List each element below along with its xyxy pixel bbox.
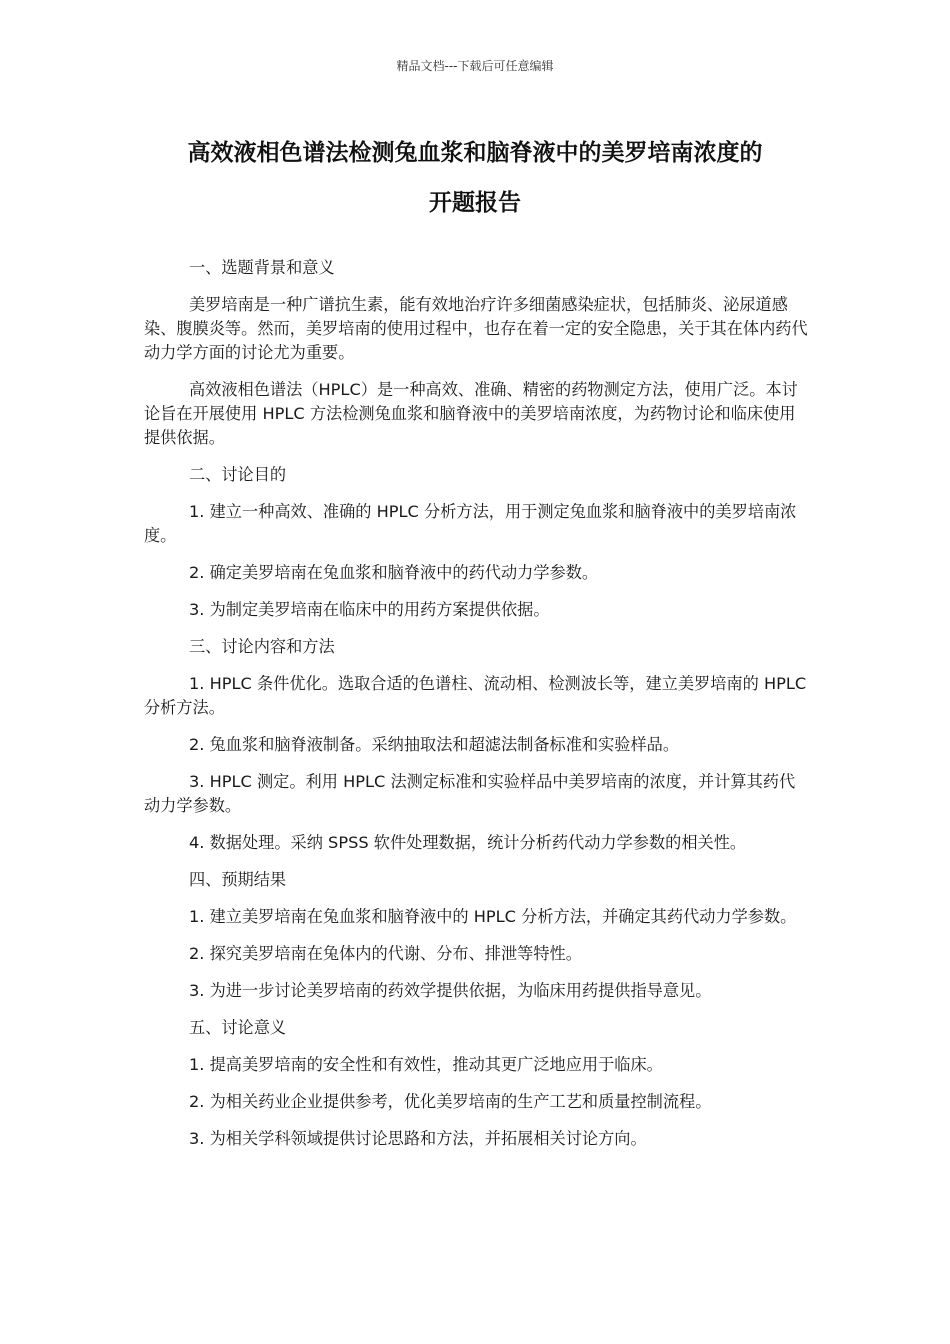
section-heading-objectives: 二、讨论目的 (189, 465, 287, 484)
title-line-1: 高效液相色谱法检测兔血浆和脑脊液中的美罗培南浓度的 (187, 140, 763, 166)
document-title (140, 128, 810, 228)
objective-item: 1. 建立一种高效、准确的 HPLC 分析方法，用于测定兔血浆和脑脊液中的美罗培南浓度。 (144, 502, 797, 545)
section-heading-background: 一、选题背景和意义 (189, 258, 335, 277)
objective-item: 3. 为制定美罗培南在临床中的用药方案提供依据。 (189, 600, 550, 619)
section-heading-significance: 五、讨论意义 (189, 1018, 287, 1037)
significance-item: 3. 为相关学科领域提供讨论思路和方法，并拓展相关讨论方向。 (189, 1129, 647, 1148)
result-item: 2. 探究美罗培南在兔体内的代谢、分布、排泄等特性。 (189, 944, 582, 963)
significance-item: 2. 为相关药业企业提供参考，优化美罗培南的生产工艺和质量控制流程。 (189, 1092, 712, 1111)
significance-item: 1. 提高美罗培南的安全性和有效性，推动其更广泛地应用于临床。 (189, 1055, 663, 1074)
title-line-2: 开题报告 (429, 190, 521, 216)
method-item: 4. 数据处理。采纳 SPSS 软件处理数据，统计分析药代动力学参数的相关性。 (189, 833, 747, 852)
document-body (144, 256, 808, 1164)
method-item: 2. 兔血浆和脑脊液制备。采纳抽取法和超滤法制备标准和实验样品。 (189, 735, 680, 754)
paragraph-background-1: 美罗培南是一种广谱抗生素，能有效地治疗许多细菌感染症状，包括肺炎、泌尿道感染、腹膜炎等。然而，美罗培南的使用过程中，也存在着一定的安全隐患，关于其在体内药代动力学方面的讨论尤为重要。 (144, 295, 808, 362)
result-item: 3. 为进一步讨论美罗培南的药效学提供依据，为临床用药提供指导意见。 (189, 981, 712, 1000)
section-heading-expected-results: 四、预期结果 (189, 870, 287, 889)
section-heading-methods: 三、讨论内容和方法 (189, 637, 335, 656)
header-note: 精品文档---下载后可任意编辑 (396, 59, 554, 73)
method-item: 1. HPLC 条件优化。选取合适的色谱柱、流动相、检测波长等，建立美罗培南的 HPLC 分析方法。 (144, 674, 807, 717)
method-item: 3. HPLC 测定。利用 HPLC 法测定标准和实验样品中美罗培南的浓度，并计算其药代动力学参数。 (144, 772, 796, 815)
result-item: 1. 建立美罗培南在兔血浆和脑脊液中的 HPLC 分析方法，并确定其药代动力学参数。 (189, 907, 797, 926)
objective-item: 2. 确定美罗培南在兔血浆和脑脊液中的药代动力学参数。 (189, 563, 599, 582)
paragraph-background-2: 高效液相色谱法（HPLC）是一种高效、准确、精密的药物测定方法，使用广泛。本讨论旨在开展使用 HPLC 方法检测兔血浆和脑脊液中的美罗培南浓度，为药物讨论和临床使用提供依据。 (144, 380, 798, 447)
